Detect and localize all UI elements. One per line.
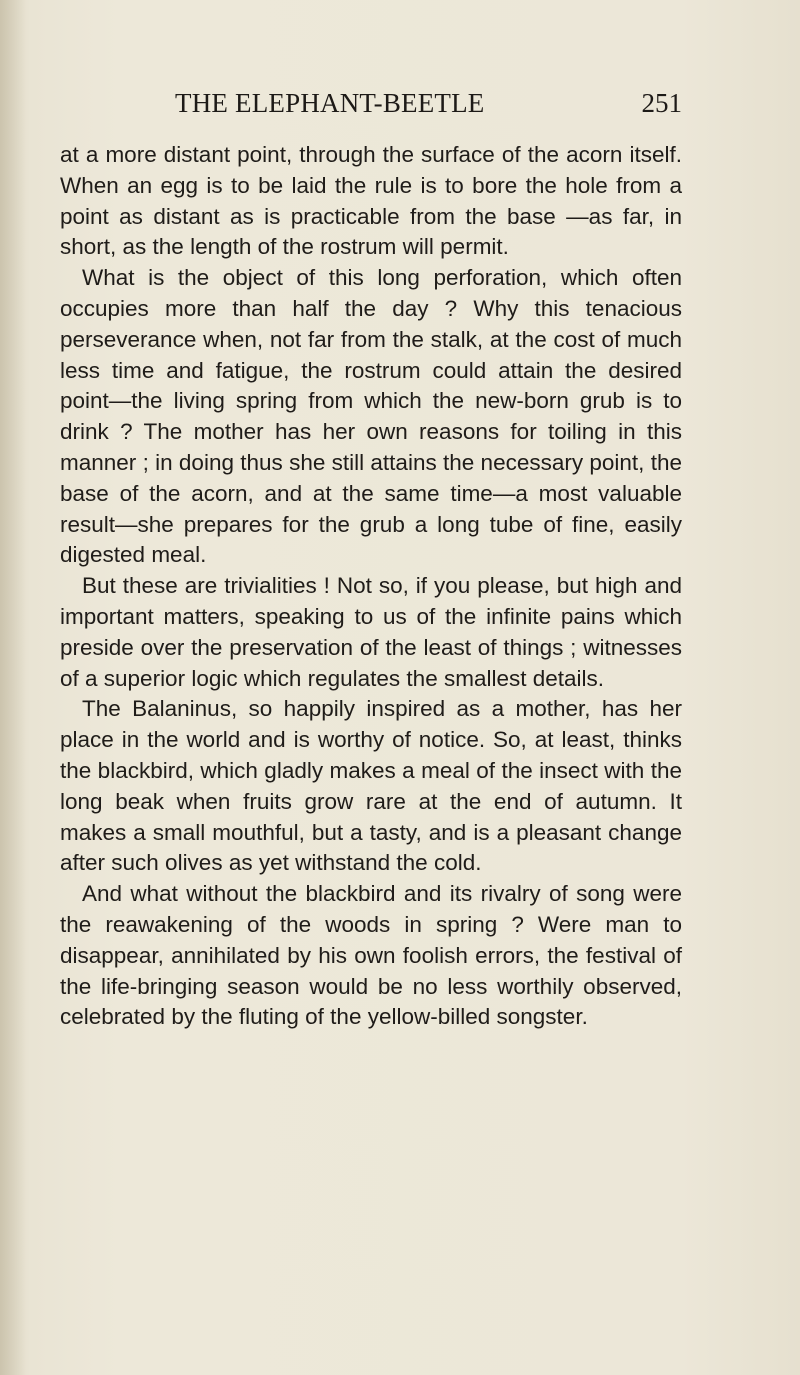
gutter-shadow bbox=[0, 0, 26, 1375]
body-text bbox=[60, 140, 682, 1033]
paragraph: What is the object of this long perforation, which often occupies more than half the day ? Why this tenacious perseverance when, not far from the stalk, at the cost of much less time and fatigue, the rostrum could attain the desired point—the living spring from which the new-born grub is to drink ? The mother has her own reasons for toiling in this manner ; in doing thus she still attains the necessary point, the base of the acorn, and at the same time—a most valuable result—she prepares for the grub a long tube of fine, easily digested meal. bbox=[60, 265, 682, 568]
running-title: THE ELEPHANT-BEETLE bbox=[175, 88, 485, 118]
paragraph: And what without the blackbird and its rivalry of song were the reawakening of the woods in spring ? Were man to disappear, annihilated by his own foolish errors, the festival of the life-bringing season would be no less worthily observed, celebrated by the fluting of the yellow-billed songster. bbox=[60, 881, 682, 1030]
paragraph: The Balaninus, so happily inspired as a mother, has her place in the world and is worthy of notice. So, at least, thinks the blackbird, which gladly makes a meal of the insect with the long beak when fruits grow rare at the end of autumn. It makes a small mouthful, but a tasty, and is a pleasant change after such olives as yet withstand the cold. bbox=[60, 696, 682, 876]
paragraph: But these are trivialities ! Not so, if you please, but high and important matters, speaking to us of the infinite pains which preside over the preservation of the least of things ; witnesses of a superior logic which regulates the smallest details. bbox=[60, 573, 682, 691]
running-head bbox=[60, 88, 682, 124]
paragraph: at a more distant point, through the surface of the acorn itself. When an egg is to be laid the rule is to bore the hole from a point as distant as is practicable from the base —as far, in short, as the length of the rostrum will permit. bbox=[60, 142, 682, 260]
page-number: 251 bbox=[641, 88, 682, 118]
